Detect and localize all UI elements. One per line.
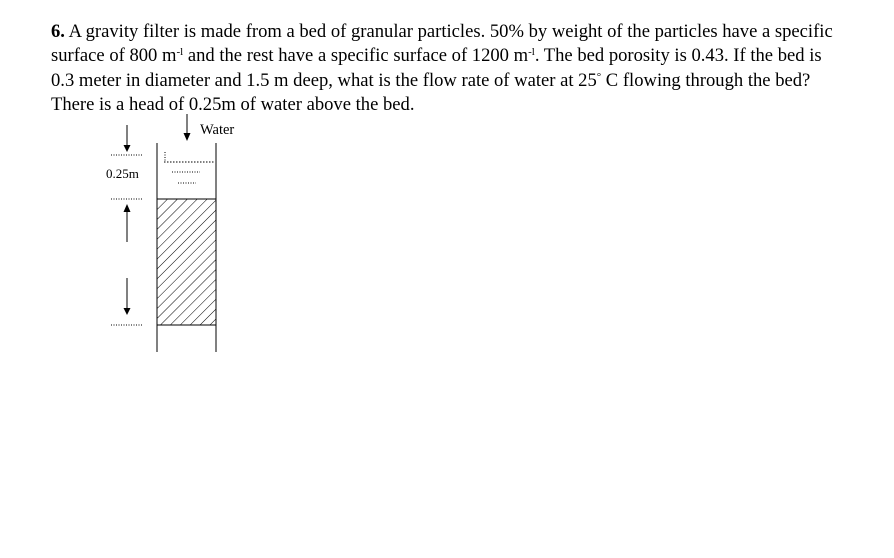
superscript-inverse-meter-2: -l [528,46,535,59]
head-label: 0.25m [106,166,139,181]
water-label: Water [200,122,235,138]
problem-text-part-4: C flowing through the bed? There is a head of 0.25m of water above the bed. [51,69,811,115]
bed-depth-dimension [111,204,143,325]
superscript-inverse-meter-1: -l [176,46,184,59]
water-inlet-arrow [184,114,191,141]
head-dimension [111,125,143,199]
problem-text-part-2: and the rest have a specific surface of 1200 m [183,45,529,67]
problem-text-part-1: A gravity filter is made from a bed of granular particles. 50% by weight of the particles have a specific surface of 800 m [51,21,833,67]
question-number: 6. [51,21,65,42]
granular-bed [157,199,216,325]
problem-text-part-3: . The bed porosity is 0.43. If the bed is 0.3 meter in diameter and 1.5 m deep, what is the flow rate of water at 25 [51,45,822,91]
degree-symbol: ° [596,70,602,83]
